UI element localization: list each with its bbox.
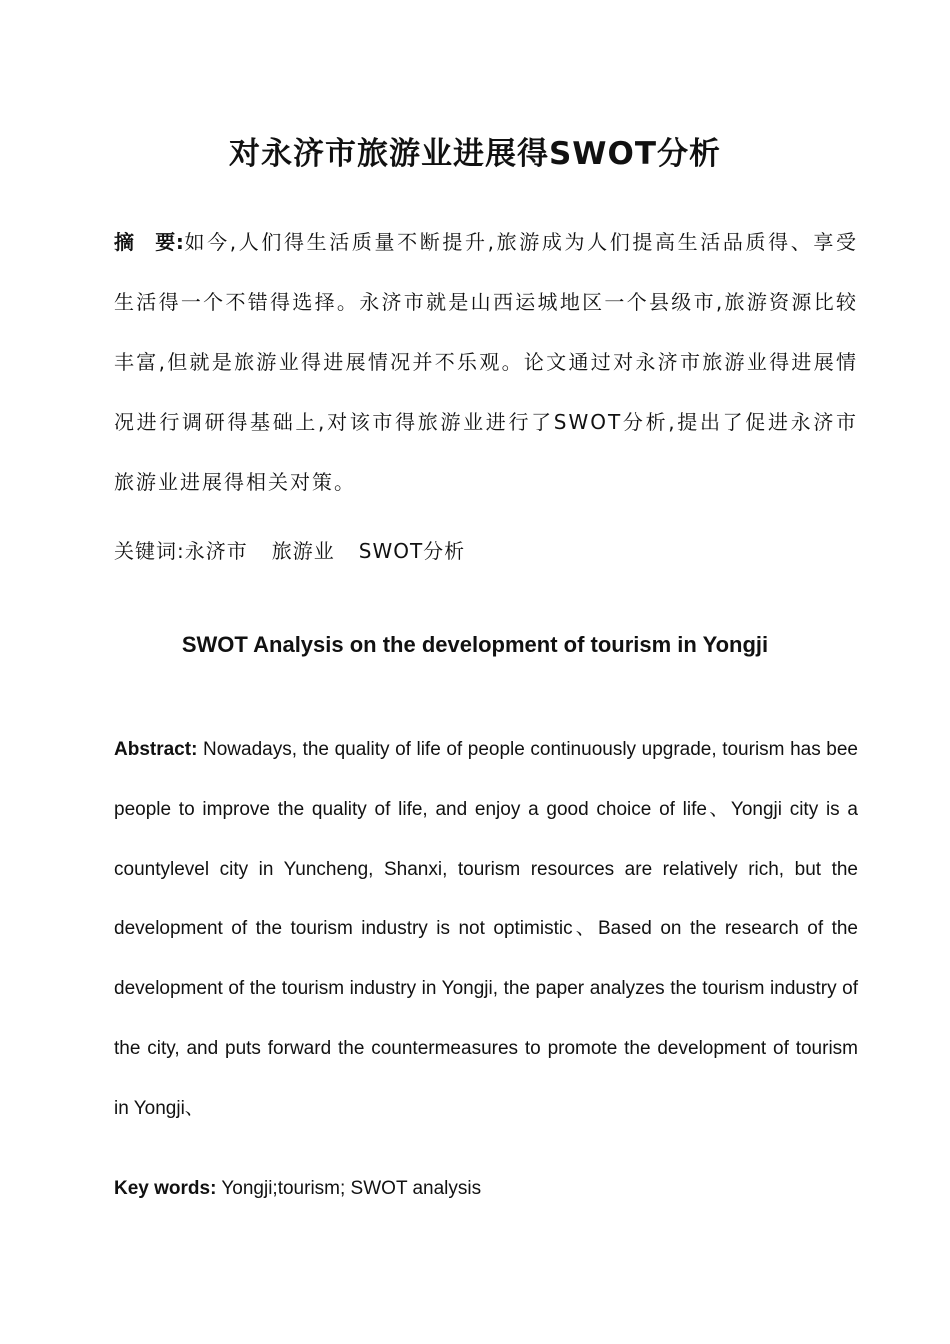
- english-keywords-label: Key words:: [114, 1178, 217, 1199]
- chinese-keywords: [114, 535, 489, 564]
- english-abstract-text: Nowadays, the quality of life of people continuously upgrade, tourism has bee people to improve the quality of life, and enjoy a good choice of life、Yongji city is a countylevel city in Yuncheng, Shanxi, tourism resources are relatively rich, but the development of the tourism industry is not optimistic、Based on the research of the development of the tourism industry in Yongji, the paper analyzes the tourism industry of the city, and puts forward the countermeasures to promote the development of tourism in Yongji、: [114, 739, 859, 1119]
- chinese-abstract-label: [114, 230, 184, 254]
- english-title: SWOT Analysis on the development of tourism in Yongji: [181, 632, 769, 657]
- chinese-title: 对永济市旅游业进展得SWOT分析: [228, 136, 722, 172]
- chinese-abstract-label-part2: 要:: [154, 230, 184, 254]
- english-abstract-label: Abstract:: [114, 739, 198, 760]
- chinese-keywords-label: 关键词:: [114, 539, 185, 563]
- english-abstract: [114, 720, 858, 1139]
- english-keywords: [114, 1178, 481, 1200]
- english-keywords-text: Yongji;tourism; SWOT analysis: [221, 1178, 482, 1199]
- chinese-abstract-text: 如今,人们得生活质量不断提升,旅游成为人们提高生活品质得、享受生活得一个不错得选择。永济市就是山西运城地区一个县级市,旅游资源比较丰富,但就是旅游业得进展情况并不乐观。论文通过对永济市旅游业得进展情况进行调研得基础上,对该市得旅游业进行了SWOT分析,提出了促进永济市旅游业进展得相关对策。: [114, 230, 859, 494]
- chinese-abstract: [114, 212, 858, 512]
- chinese-keyword: 永济市: [184, 539, 248, 563]
- chinese-keyword: SWOT分析: [358, 539, 466, 563]
- chinese-keyword: 旅游业: [271, 539, 335, 563]
- chinese-abstract-label-part1: 摘: [114, 230, 135, 254]
